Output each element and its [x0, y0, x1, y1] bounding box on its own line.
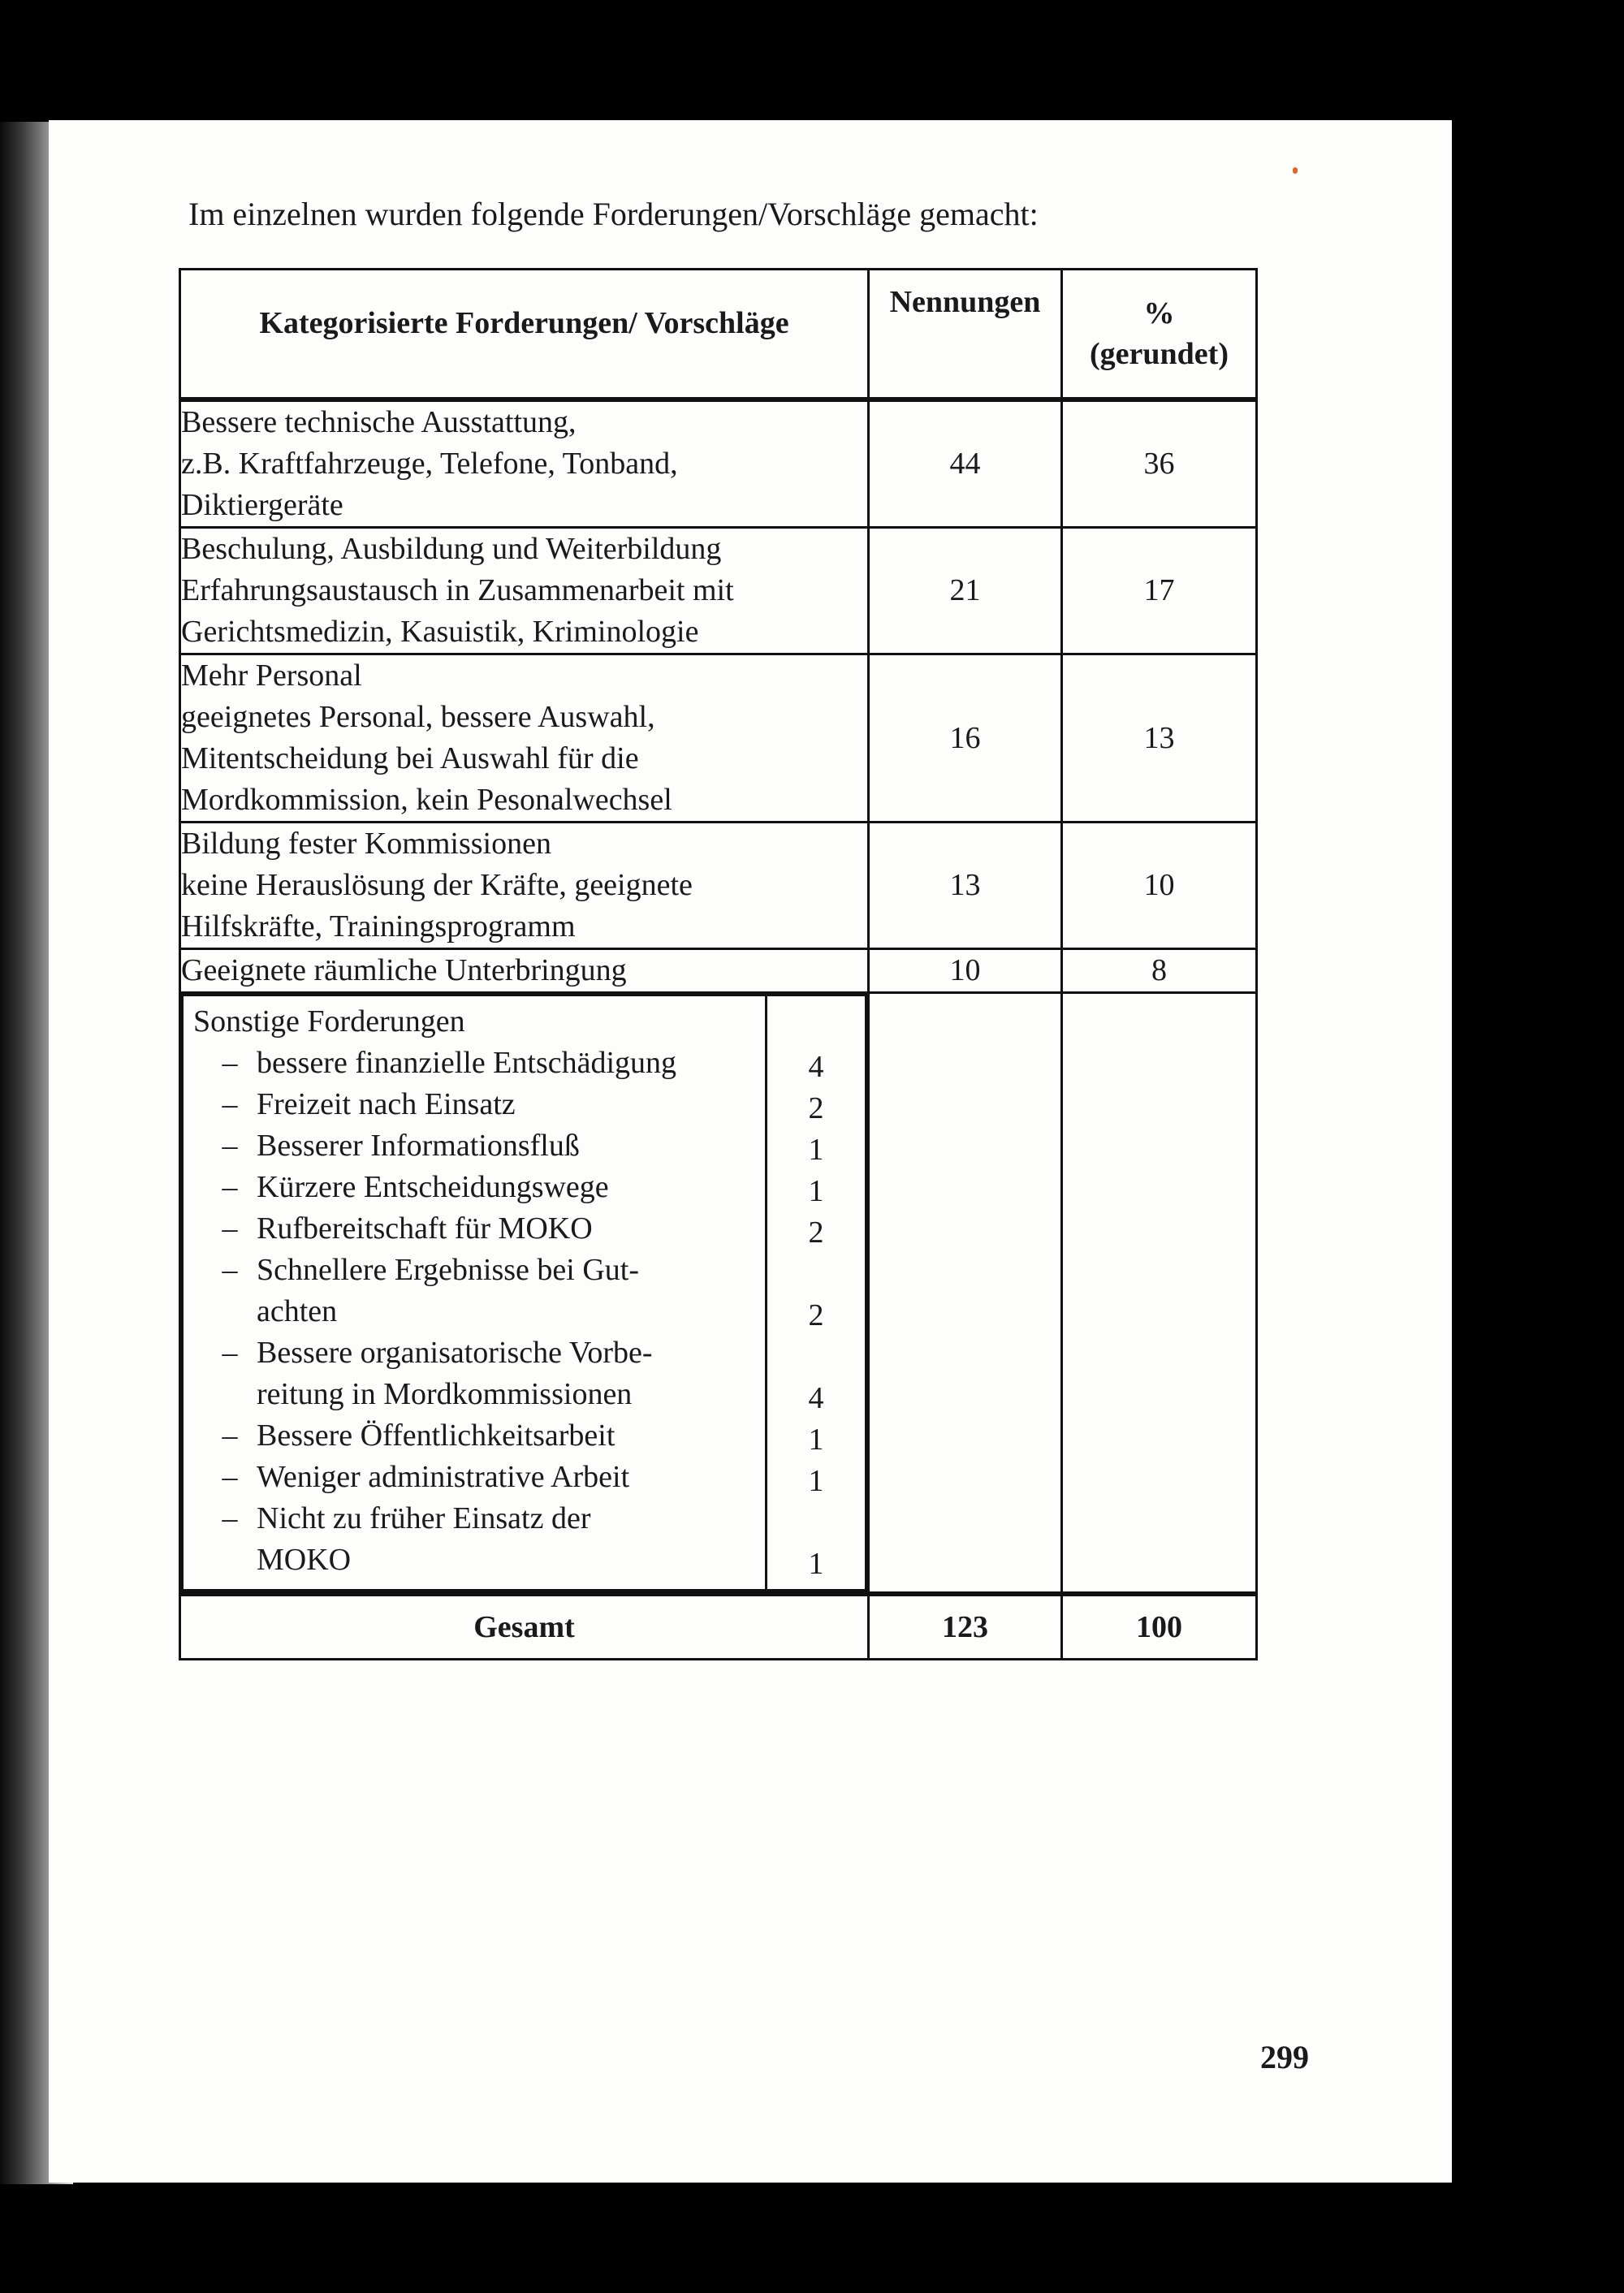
category-description: [180, 823, 869, 949]
list-item-line: bessere finanzielle Entschädigung: [257, 1046, 677, 1080]
list-item: [193, 1125, 755, 1167]
table-row: [180, 654, 1257, 823]
list-item: [193, 1167, 755, 1208]
total-mentions: 123: [869, 1594, 1062, 1660]
percent-value: 10: [1062, 823, 1257, 949]
list-item: [193, 1250, 755, 1332]
list-item: [193, 1208, 755, 1250]
header-percent-symbol: %: [1143, 296, 1175, 330]
category-description: [180, 528, 869, 654]
category-line: Erfahrungsaustausch in Zusammenarbeit mit: [181, 573, 734, 607]
dash-bullet: –: [222, 1460, 238, 1494]
category-line: Mehr Personal: [181, 659, 362, 693]
list-item-count: 4: [808, 1050, 824, 1084]
category-line: Mordkommission, kein Pesonalwechsel: [181, 783, 672, 817]
category-description: [180, 399, 869, 528]
list-item-count: 1: [808, 1133, 824, 1167]
list-item-count: 2: [808, 1216, 824, 1250]
total-percent: 100: [1062, 1594, 1257, 1660]
list-item-line: reitung in Mordkommissionen: [257, 1377, 633, 1411]
percent-value: 17: [1062, 528, 1257, 654]
list-item-text: [257, 1167, 755, 1208]
dash-bullet: –: [222, 1336, 238, 1370]
list-item-count: 1: [808, 1423, 824, 1457]
total-label: Gesamt: [180, 1594, 869, 1660]
header-percent: [1062, 270, 1257, 400]
list-item-text: [257, 1415, 755, 1457]
list-item-line: achten: [257, 1294, 338, 1328]
category-line: Gerichtsmedizin, Kasuistik, Kriminologie: [181, 615, 699, 649]
count-spacer: [767, 1254, 865, 1295]
list-item-line: Nicht zu früher Einsatz der: [257, 1501, 591, 1535]
list-item-text: [257, 1250, 755, 1332]
category-line: Geeignete räumliche Unterbringung: [181, 953, 627, 987]
category-line: Mitentscheidung bei Auswahl für die: [181, 741, 639, 775]
other-demands-row: [180, 993, 1257, 1595]
list-item-line: Freizeit nach Einsatz: [257, 1087, 516, 1121]
list-item-line: Bessere Öffentlichkeitsarbeit: [257, 1419, 615, 1453]
list-item-count: 4: [808, 1381, 824, 1415]
other-demands-counts: [767, 995, 866, 1591]
count-spacer: [767, 1337, 865, 1378]
percent-value: 36: [1062, 399, 1257, 528]
header-category: Kategorisierte Forderungen/ Vorschläge: [180, 270, 869, 400]
dash-bullet: –: [222, 1501, 238, 1535]
list-item-text: [257, 1043, 755, 1084]
list-item: [193, 1043, 755, 1084]
category-line: geeignetes Personal, bessere Auswahl,: [181, 700, 655, 734]
list-item-line: Bessere organisatorische Vorbe-: [257, 1336, 653, 1370]
list-item-line: MOKO: [257, 1543, 352, 1577]
dash-bullet: –: [222, 1170, 238, 1204]
list-item-count: 2: [808, 1298, 824, 1332]
table-row: [180, 528, 1257, 654]
list-item: [193, 1498, 755, 1581]
list-item-text: [257, 1457, 755, 1498]
list-item-text: [257, 1125, 755, 1167]
mentions-value: 44: [869, 399, 1062, 528]
dash-bullet: –: [222, 1046, 238, 1080]
list-item-text: [257, 1084, 755, 1125]
percent-value: 8: [1062, 949, 1257, 993]
header-percent-rounded: (gerundet): [1090, 337, 1229, 371]
category-description: [180, 949, 869, 993]
list-item-line: Besserer Informationsfluß: [257, 1129, 580, 1163]
category-line: Bessere technische Ausstattung,: [181, 405, 577, 439]
list-item-text: [257, 1332, 755, 1415]
category-line: Beschulung, Ausbildung und Weiterbildung: [181, 532, 722, 566]
list-item-text: [257, 1498, 755, 1581]
table-row: [180, 949, 1257, 993]
list-item-count: 2: [808, 1091, 824, 1125]
dash-bullet: –: [222, 1087, 238, 1121]
list-item-count: 1: [808, 1174, 824, 1208]
table-header-row: [180, 270, 1257, 400]
other-percent-cell: [1062, 993, 1257, 1595]
demands-table: [179, 268, 1258, 1660]
list-item-line: Rufbereitschaft für MOKO: [257, 1211, 593, 1246]
dash-bullet: –: [222, 1419, 238, 1453]
table-body: [180, 399, 1257, 993]
intro-sentence: Im einzelnen wurden folgende Forderungen/Vorschläge gemacht:: [188, 196, 1039, 232]
table-row: [180, 399, 1257, 528]
category-description: [180, 654, 869, 823]
list-item-text: [257, 1208, 755, 1250]
list-item-line: Schnellere Ergebnisse bei Gut-: [257, 1253, 639, 1287]
list-item-count: 1: [808, 1464, 824, 1498]
mentions-value: 16: [869, 654, 1062, 823]
list-item-line: Weniger administrative Arbeit: [257, 1460, 630, 1494]
other-mentions-cell: [869, 993, 1062, 1595]
count-spacer: [767, 1502, 865, 1544]
total-row: [180, 1594, 1257, 1660]
other-demands-subtable: [181, 994, 867, 1591]
other-demands-items: [193, 1043, 755, 1581]
page-number: 299: [1260, 2039, 1309, 2075]
print-speck: [1293, 167, 1298, 174]
dash-bullet: –: [222, 1129, 238, 1163]
category-line: Diktiergeräte: [181, 488, 343, 522]
category-line: z.B. Kraftfahrzeuge, Telefone, Tonband,: [181, 447, 678, 481]
list-item: [193, 1084, 755, 1125]
dash-bullet: –: [222, 1211, 238, 1246]
list-item-count: 1: [808, 1547, 824, 1581]
category-line: keine Herauslösung der Kräfte, geeignete: [181, 868, 693, 902]
other-demands-title: Sonstige Forderungen: [193, 1004, 465, 1039]
other-demands-cell: [180, 993, 869, 1595]
percent-value: 13: [1062, 654, 1257, 823]
list-item: [193, 1415, 755, 1457]
header-mentions: Nennungen: [869, 270, 1062, 400]
list-item: [193, 1332, 755, 1415]
list-item-line: Kürzere Entscheidungswege: [257, 1170, 609, 1204]
category-line: Hilfskräfte, Trainingsprogramm: [181, 909, 576, 944]
mentions-value: 21: [869, 528, 1062, 654]
dash-bullet: –: [222, 1253, 238, 1287]
mentions-value: 10: [869, 949, 1062, 993]
category-line: Bildung fester Kommissionen: [181, 827, 551, 861]
other-demands-list: [183, 995, 767, 1591]
mentions-value: 13: [869, 823, 1062, 949]
table-row: [180, 823, 1257, 949]
list-item: [193, 1457, 755, 1498]
